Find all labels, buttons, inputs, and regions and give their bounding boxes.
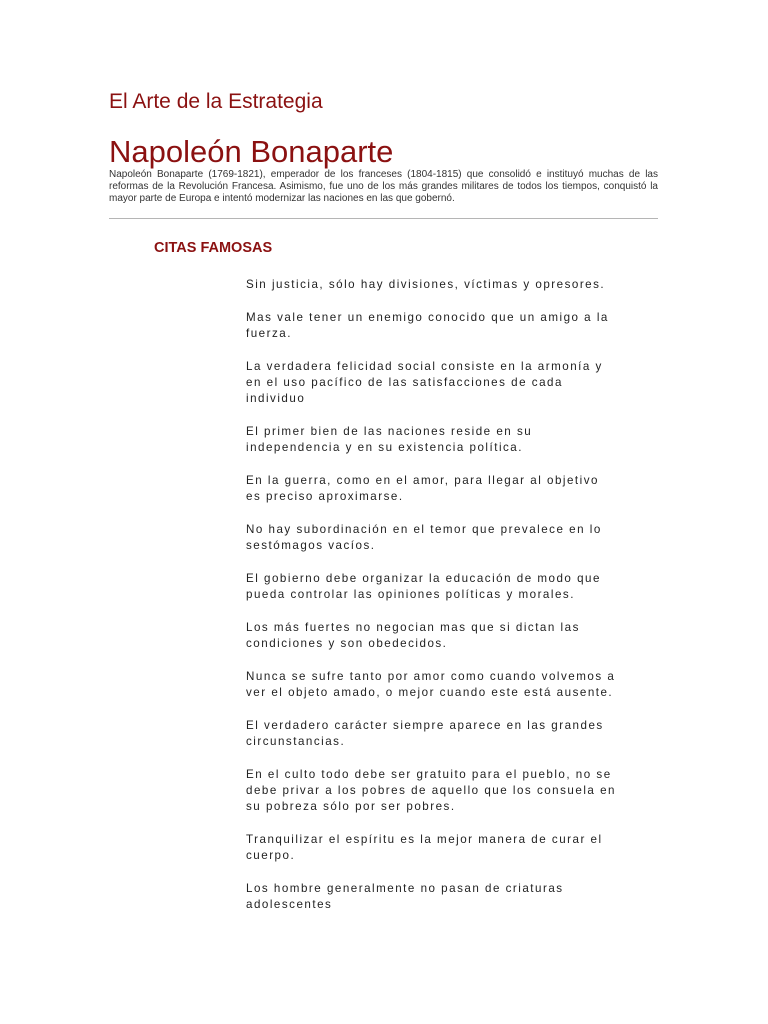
quote-item: En la guerra, como en el amor, para llegar al objetivo es preciso aproximarse. (246, 474, 599, 503)
quote-item: Los más fuertes no negocian mas que si dictan las condiciones y son obedecidos. (246, 621, 580, 650)
quote-item: En el culto todo debe ser gratuito para el pueblo, no se debe privar a los pobres de aquello que los consuela en su pobreza sólo por ser pobres. (246, 768, 616, 813)
section-title: CITAS FAMOSAS (154, 240, 273, 256)
quote-item: Sin justicia, sólo hay divisiones, víctimas y opresores. (246, 278, 606, 291)
quote-item: Nunca se sufre tanto por amor como cuando volvemos a ver el objeto amado, o mejor cuando este está ausente. (246, 670, 616, 699)
quote-list (246, 277, 616, 930)
quote-item: El verdadero carácter siempre aparece en las grandes circunstancias. (246, 719, 604, 748)
document-kicker: El Arte de la Estrategia (109, 90, 323, 113)
quote-item: Los hombre generalmente no pasan de criaturas adolescentes (246, 882, 564, 911)
quote-item: El gobierno debe organizar la educación de modo que pueda controlar las opiniones políticas y morales. (246, 572, 601, 601)
divider (109, 218, 658, 219)
quote-item: Mas vale tener un enemigo conocido que un amigo a la fuerza. (246, 311, 609, 340)
quote-item: El primer bien de las naciones reside en su independencia y en su existencia política. (246, 425, 533, 454)
quote-item: La verdadera felicidad social consiste en la armonía y en el uso pacífico de las satisfacciones de cada individuo (246, 360, 603, 405)
quote-item: No hay subordinación en el temor que prevalece en lo sestómagos vacíos. (246, 523, 602, 552)
intro-paragraph: Napoleón Bonaparte (1769-1821), emperador de los franceses (1804-1815) que consolidó e instituyó muchas de las reformas de la Revolución Francesa. Asimismo, fue uno de los más grandes militares de todos los tiempos, conquistó la mayor parte de Europa e intentó modernizar las naciones en las que gobernó. (109, 169, 658, 204)
quote-item: Tranquilizar el espíritu es la mejor manera de curar el cuerpo. (246, 833, 603, 862)
page-title: Napoleón Bonaparte (109, 134, 394, 169)
